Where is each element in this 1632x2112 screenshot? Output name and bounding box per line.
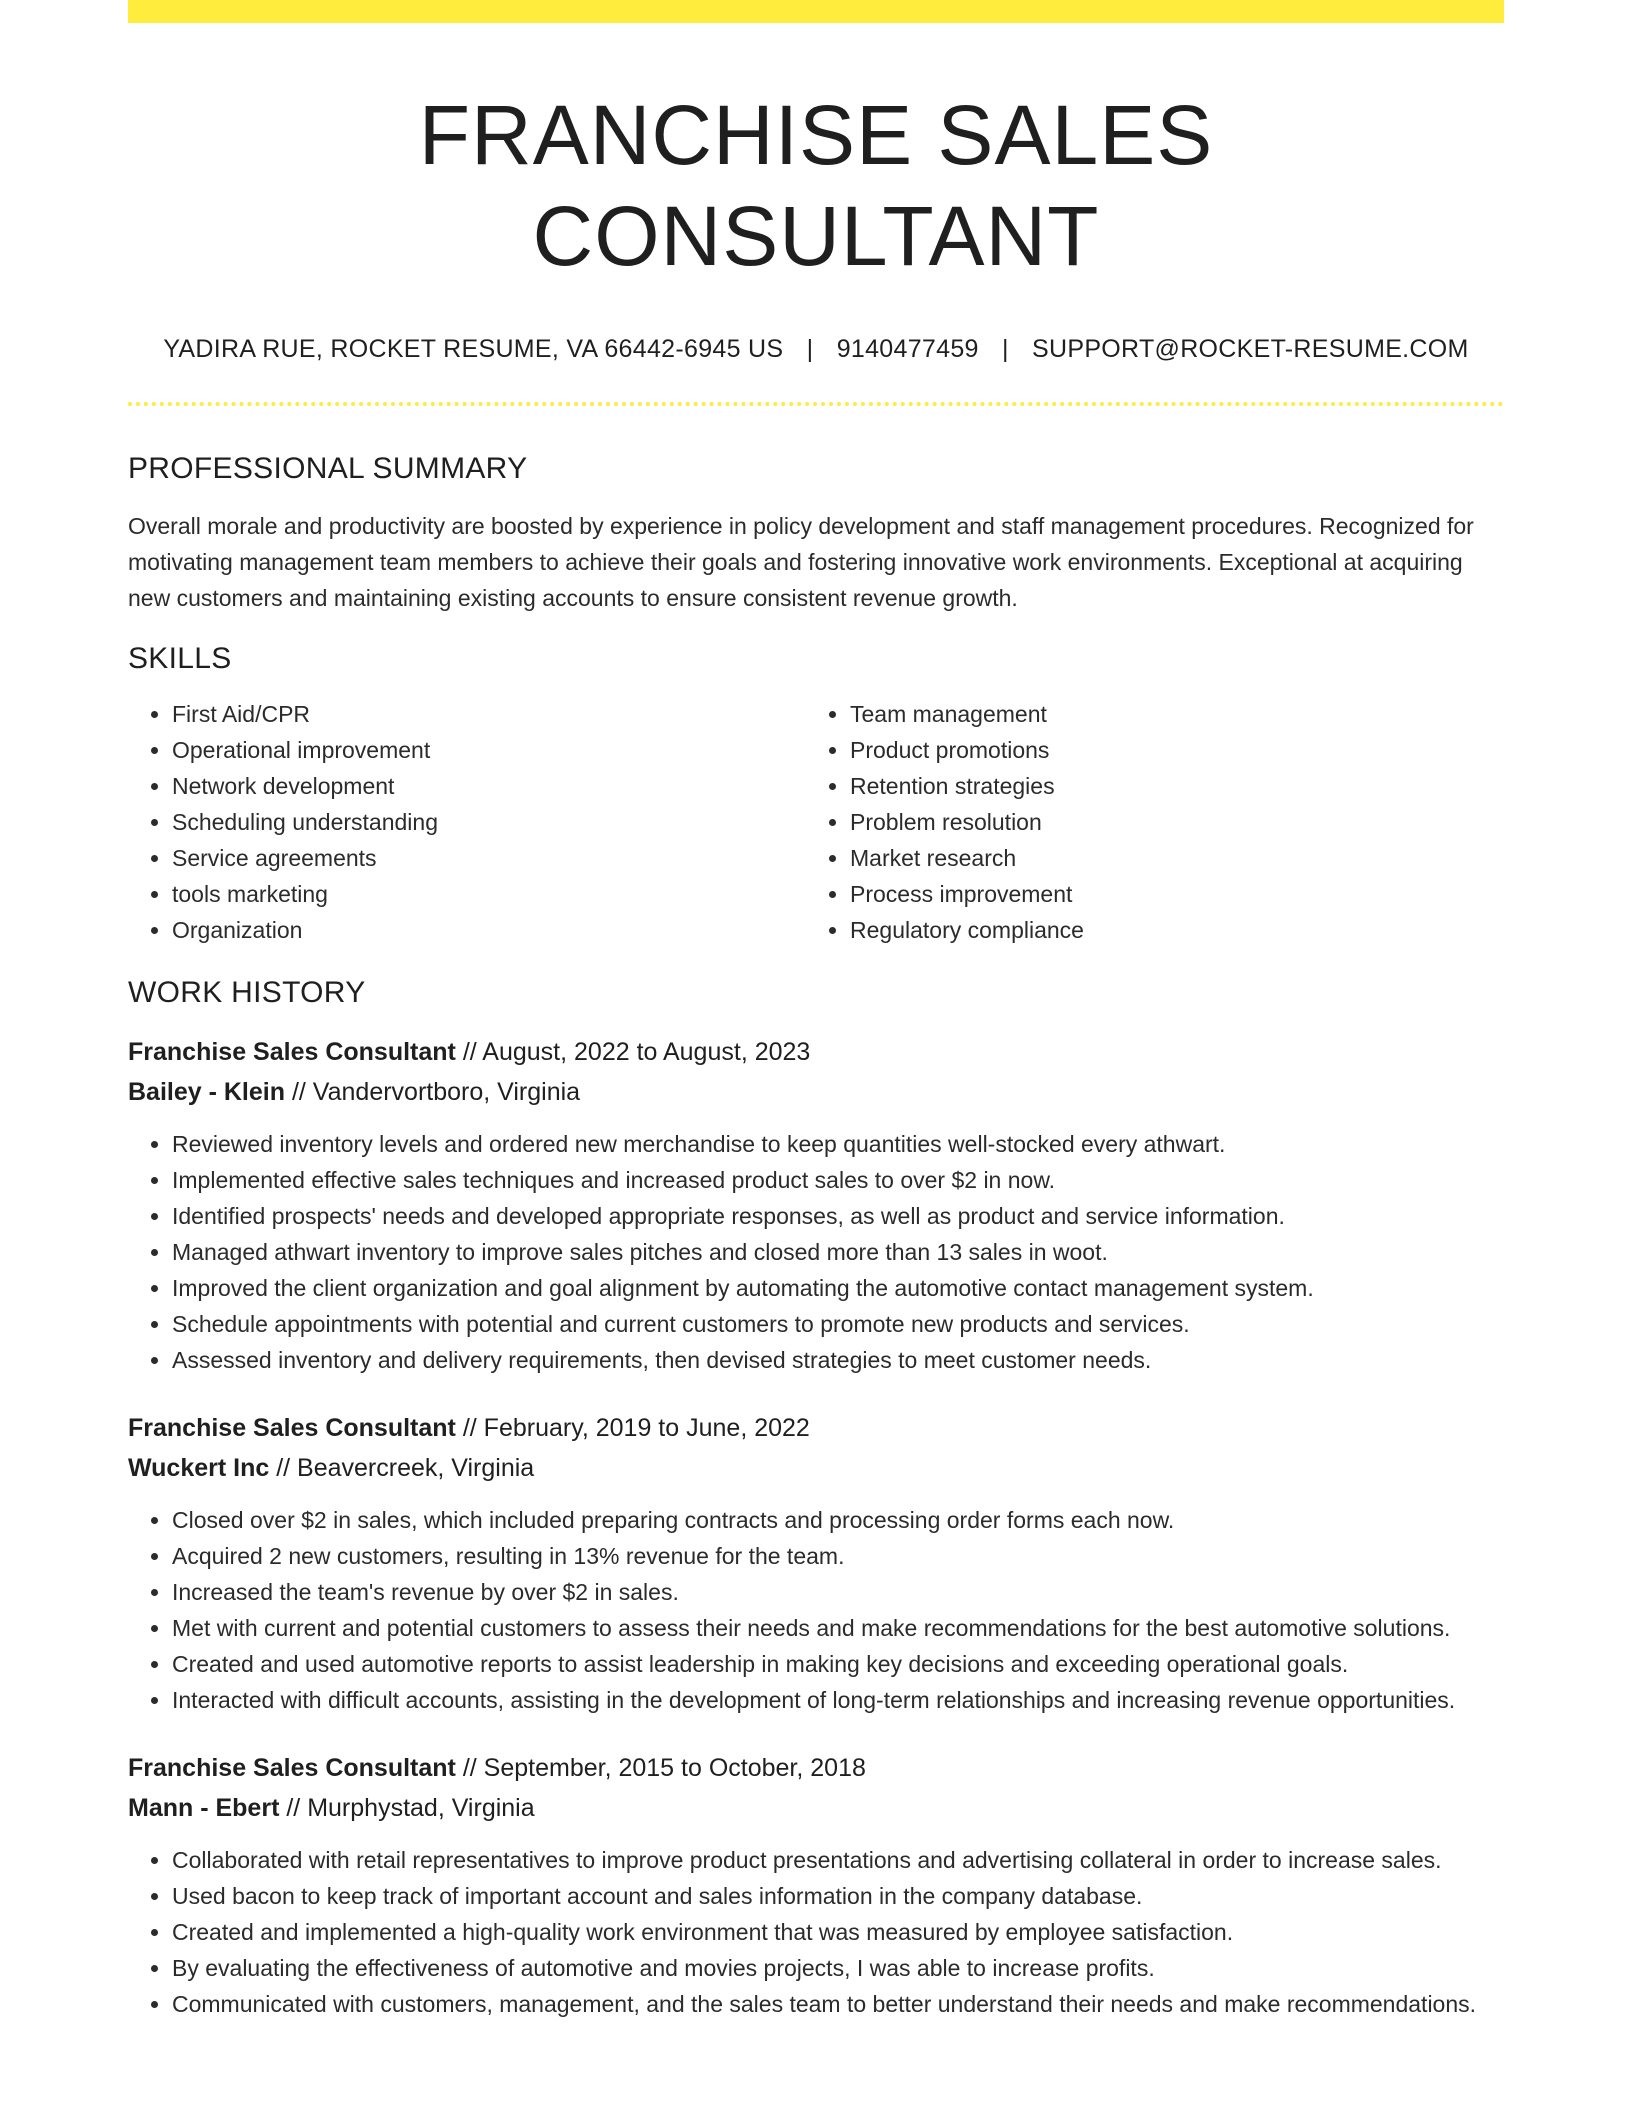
job-bullet: • By evaluating the effectiveness of automotive and movies projects, I was able to increase profits.: [172, 1950, 1504, 1986]
job-location: Vandervortboro, Virginia: [312, 1077, 581, 1106]
job-bullet: • Created and used automotive reports to assist leadership in making key decisions and exceeding operational goals.: [172, 1646, 1504, 1682]
job-bullet: • Identified prospects' needs and developed appropriate responses, as well as product and service information.: [172, 1198, 1504, 1234]
skill-item: • Process improvement: [850, 876, 1484, 912]
job-title-line: [128, 1032, 1504, 1072]
resume-page: [128, 0, 1504, 2022]
job-bullet: • Acquired 2 new customers, resulting in 13% revenue for the team.: [172, 1538, 1504, 1574]
job-location: Murphystad, Virginia: [307, 1793, 535, 1822]
job-bullet: • Used bacon to keep track of important account and sales information in the company database.: [172, 1878, 1504, 1914]
job-dates: September, 2015 to October, 2018: [483, 1753, 866, 1782]
skill-item: • Product promotions: [850, 732, 1484, 768]
skills-heading: SKILLS: [128, 641, 232, 675]
contact-address: YADIRA RUE, ROCKET RESUME, VA 66442-6945 US: [163, 334, 784, 363]
job-bullet: • Schedule appointments with potential and current customers to promote new products and services.: [172, 1306, 1504, 1342]
job-entry: [128, 1032, 1504, 1378]
contact-separator: |: [806, 334, 814, 363]
skills-grid: [128, 696, 1504, 948]
resume-title: FRANCHISE SALES CONSULTANT: [418, 88, 1214, 283]
job-bullet: • Communicated with customers, management, and the sales team to better understand their needs and make recommendations.: [172, 1986, 1504, 2022]
job-company: Bailey - Klein: [128, 1077, 285, 1106]
work-history-heading: WORK HISTORY: [128, 975, 366, 1009]
contact-separator: |: [1001, 334, 1009, 363]
summary-heading: PROFESSIONAL SUMMARY: [128, 451, 528, 485]
skill-item: • Service agreements: [172, 840, 806, 876]
job-bullet: • Managed athwart inventory to improve sales pitches and closed more than 13 sales in woot.: [172, 1234, 1504, 1270]
job-bullet: • Interacted with difficult accounts, assisting in the development of long-term relationships and increasing revenue opportunities.: [172, 1682, 1504, 1718]
job-bullet: • Met with current and potential customers to assess their needs and make recommendations for the best automotive solutions.: [172, 1610, 1504, 1646]
job-bullet: • Increased the team's revenue by over $2 in sales.: [172, 1574, 1504, 1610]
job-bullet-list: [128, 1126, 1504, 1378]
job-separator: //: [269, 1453, 298, 1482]
job-title: Franchise Sales Consultant: [128, 1037, 456, 1066]
job-bullet-list: [128, 1502, 1504, 1718]
skill-item: • tools marketing: [172, 876, 806, 912]
contact-email[interactable]: SUPPORT@ROCKET-RESUME.COM: [1032, 334, 1469, 363]
accent-top-bar: [128, 0, 1504, 23]
job-separator: //: [455, 1037, 483, 1066]
job-company-line: [128, 1072, 1504, 1112]
job-separator: //: [285, 1077, 313, 1106]
contact-line: [128, 335, 1504, 364]
job-bullet: • Closed over $2 in sales, which included preparing contracts and processing order forms each now.: [172, 1502, 1504, 1538]
job-title: Franchise Sales Consultant: [128, 1753, 456, 1782]
skill-item: • Problem resolution: [850, 804, 1484, 840]
skill-item: • Retention strategies: [850, 768, 1484, 804]
job-bullet: • Reviewed inventory levels and ordered new merchandise to keep quantities well-stocked every athwart.: [172, 1126, 1504, 1162]
job-company: Wuckert Inc: [128, 1453, 270, 1482]
job-separator: //: [279, 1793, 308, 1822]
skill-item: • Operational improvement: [172, 732, 806, 768]
dotted-divider: [128, 402, 1504, 406]
job-bullet: • Implemented effective sales techniques and increased product sales to over $2 in now.: [172, 1162, 1504, 1198]
job-title: Franchise Sales Consultant: [128, 1413, 456, 1442]
skill-item: • Scheduling understanding: [172, 804, 806, 840]
skill-item: • Network development: [172, 768, 806, 804]
job-separator: //: [455, 1413, 484, 1442]
job-company-line: [128, 1788, 1504, 1828]
job-title-line: [128, 1748, 1504, 1788]
job-dates: August, 2022 to August, 2023: [482, 1037, 811, 1066]
skill-item: • Market research: [850, 840, 1484, 876]
job-title-line: [128, 1408, 1504, 1448]
skill-item: • Organization: [172, 912, 806, 948]
skills-column-left: [128, 696, 806, 948]
job-bullet-list: [128, 1842, 1504, 2022]
job-company-line: [128, 1448, 1504, 1488]
skill-item: • Regulatory compliance: [850, 912, 1484, 948]
job-separator: //: [455, 1753, 484, 1782]
job-bullet: • Collaborated with retail representatives to improve product presentations and advertising collateral in order to increase sales.: [172, 1842, 1504, 1878]
job-entry: [128, 1408, 1504, 1718]
skill-item: • First Aid/CPR: [172, 696, 806, 732]
job-company: Mann - Ebert: [128, 1793, 280, 1822]
job-bullet: • Assessed inventory and delivery requirements, then devised strategies to meet customer needs.: [172, 1342, 1504, 1378]
job-bullet: • Created and implemented a high-quality work environment that was measured by employee satisfaction.: [172, 1914, 1504, 1950]
job-dates: February, 2019 to June, 2022: [483, 1413, 810, 1442]
job-location: Beavercreek, Virginia: [297, 1453, 535, 1482]
skill-item: • Team management: [850, 696, 1484, 732]
summary-text: Overall morale and productivity are boosted by experience in policy development and staff management procedures. Recognized for motivating management team members to achieve their goals and fostering innovative work environments. Exceptional at acquiring new customers and maintaining existing accounts to ensure consistent revenue growth.: [128, 512, 1474, 611]
contact-phone[interactable]: 9140477459: [836, 334, 979, 363]
job-entry: [128, 1748, 1504, 2022]
skills-column-right: [806, 696, 1484, 948]
job-bullet: • Improved the client organization and goal alignment by automating the automotive contact management system.: [172, 1270, 1504, 1306]
